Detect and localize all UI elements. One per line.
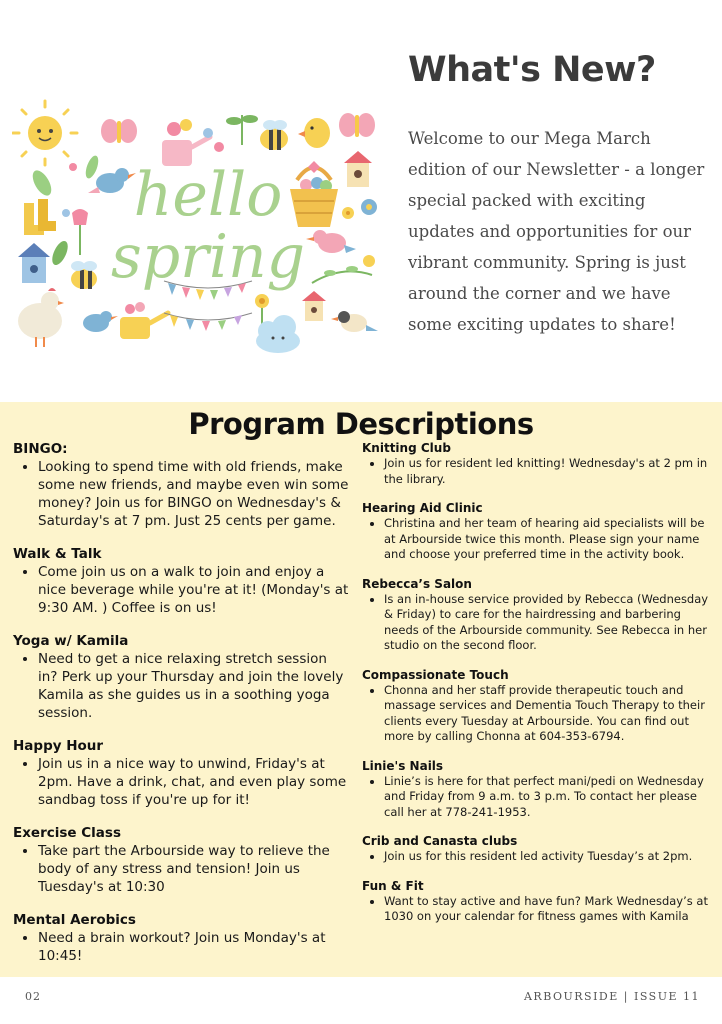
chick-icon <box>298 118 330 148</box>
program-name: Knitting Club <box>362 441 451 455</box>
program-description: • Need to get a nice relaxing stretch session in? Perk up your Thursday and join the lovely Kamila as she guides us in a soothing yoga session. <box>38 650 349 722</box>
program-bingo <box>13 440 349 530</box>
program-description: • Looking to spend time with old friends, make some new friends, and maybe even win some money? Join us for BINGO on Wednesday's & Saturday's at 7 pm. Just 25 cents per game. <box>38 458 349 530</box>
program-descriptions-panel <box>0 402 722 977</box>
program-description: • Come join us on a walk to join and enjoy a nice beverage while you're at it! (Monday's at 9:30 AM. ) Coffee is on us! <box>38 563 349 617</box>
hello-lettering: hello <box>133 160 283 230</box>
bird-icon <box>83 311 118 332</box>
sun-icon <box>13 101 77 165</box>
plant-icon <box>226 115 258 145</box>
program-crib-and-canasta <box>362 833 714 865</box>
program-name: Yoga w/ Kamila <box>13 633 129 649</box>
program-name: Fun & Fit <box>362 878 424 893</box>
program-happy-hour <box>13 737 349 809</box>
bee-icon <box>260 120 288 150</box>
program-name: Mental Aerobics <box>13 912 136 928</box>
program-name: BINGO: <box>13 441 68 457</box>
issue-label: ARBOURSIDE | ISSUE 11 <box>523 990 700 1003</box>
program-name: Happy Hour <box>13 738 104 754</box>
program-description: • Join us for resident led knitting! Wednesday's at 2 pm in the library. <box>384 456 714 487</box>
butterfly-icon <box>339 113 375 137</box>
program-compassionate-touch <box>362 667 714 745</box>
program-column-left <box>13 440 349 980</box>
program-name: Linie's Nails <box>362 758 444 773</box>
program-exercise-class <box>13 824 349 896</box>
program-description: • Take part the Arbourside way to relieve the body of any stress and tension! Join us Tuesday's at 10:30 <box>38 842 349 896</box>
program-mental-aerobics <box>13 911 349 965</box>
bee-icon <box>71 261 97 289</box>
program-description: • Need a brain workout? Join us Monday's at 10:45! <box>38 929 349 965</box>
program-walk-and-talk <box>13 545 349 617</box>
program-name: Rebecca’s Salon <box>362 576 472 591</box>
program-name: Compassionate Touch <box>362 667 509 682</box>
program-column-right <box>362 440 714 938</box>
page-number: 02 <box>25 990 41 1003</box>
butterfly-icon <box>101 119 137 143</box>
program-description: • Want to stay active and have fun? Mark Wednesday’s at 1030 on your calendar for fitness games with Kamila <box>384 894 714 925</box>
program-description: • Join us in a nice way to unwind, Friday's at 2pm. Have a drink, chat, and even play some sandbag toss if you're up for it! <box>38 755 349 809</box>
program-name: Hearing Aid Clinic <box>362 501 483 515</box>
bird-icon <box>331 311 378 332</box>
leaf-icon <box>49 239 71 268</box>
program-yoga <box>13 632 349 722</box>
program-description: • Linie’s is here for that perfect mani/pedi on Wednesday and Friday from 9 a.m. to 3 p.m. To contact her please call her at 778-241-1953. <box>384 774 714 821</box>
flower-icon <box>214 142 224 152</box>
program-linies-nails <box>362 758 714 821</box>
program-fun-and-fit <box>362 878 714 925</box>
program-rebeccas-salon <box>362 576 714 654</box>
program-description: • Join us for this resident led activity Tuesday’s at 2pm. <box>384 849 714 865</box>
watering-can-icon <box>162 119 210 166</box>
program-name: Walk & Talk <box>13 546 102 562</box>
tulip-icon <box>72 209 88 255</box>
section-title: Program Descriptions <box>188 407 534 441</box>
birdhouse-icon <box>18 243 50 283</box>
page-title: What's New? <box>408 50 656 90</box>
birdhouse-icon <box>344 151 372 187</box>
program-name: Exercise Class <box>13 825 121 841</box>
basket-icon <box>290 161 338 227</box>
bird-icon <box>306 230 356 253</box>
flower-icon <box>342 199 377 219</box>
birdhouse-icon <box>302 291 326 321</box>
boots-icon <box>24 199 56 235</box>
program-description: • Christina and her team of hearing aid specialists will be at Arbourside twice this month. Please sign your name and choose your preferred time in the activity book. <box>384 516 714 563</box>
flower-icon <box>62 209 70 217</box>
hen-icon <box>18 288 64 347</box>
hello-spring-illustration <box>12 95 388 357</box>
flower-icon <box>69 163 77 171</box>
watering-can-icon <box>120 302 168 339</box>
program-name: Crib and Canasta clubs <box>362 834 518 848</box>
program-hearing-aid-clinic <box>362 500 714 563</box>
program-description: • Is an in-house service provided by Rebecca (Wednesday & Friday) to care for the hairdressing and barbering needs of the Arbourside community. See Rebecca in her studio on the second floor. <box>384 592 714 654</box>
spring-lettering: spring <box>110 222 306 292</box>
flower-icon <box>203 128 213 138</box>
program-description: • Chonna and her staff provide therapeutic touch and massage services and Dementia Touch Therapy to their clients every Tuesday at Arbourside. You can find out more by calling Chonna at 604-353-6794. <box>384 683 714 745</box>
branch-icon <box>312 255 375 283</box>
program-knitting-club <box>362 440 714 487</box>
intro-paragraph: Welcome to our Mega March edition of our Newsletter - a longer special packed with exciting updates and opportunities for our vibrant community. Spring is just around the corner and we have some exciting updates to share! <box>408 129 705 334</box>
